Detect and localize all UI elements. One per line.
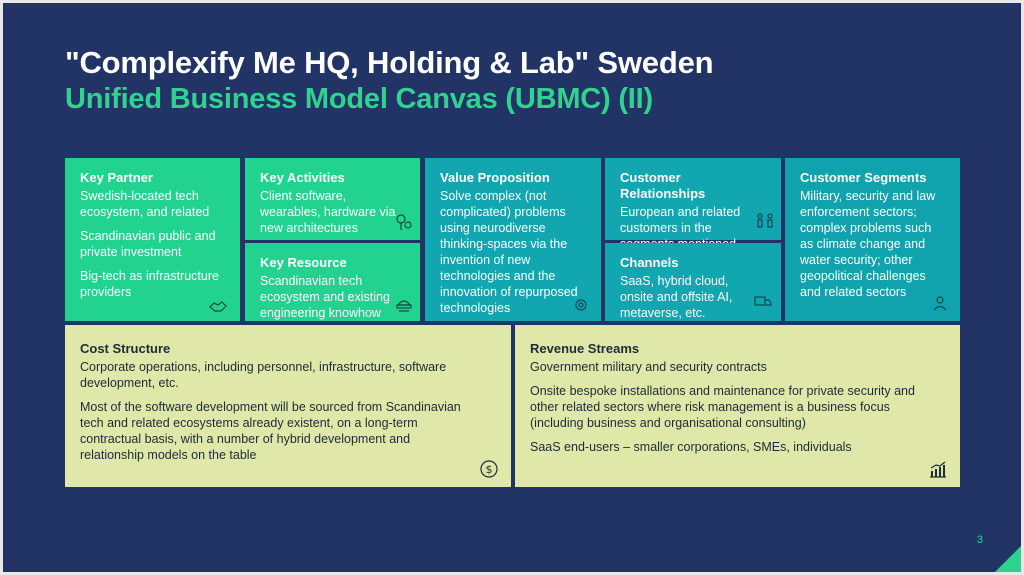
key-resource-heading: Key Resource	[260, 255, 347, 270]
gears-icon	[394, 212, 414, 232]
truck-icon	[753, 291, 773, 311]
value-proposition-text: Solve complex (not complicated) problems using neurodiverse thinking-spaces via the invention of new technologies and the innovation of repurposed technologies	[440, 189, 578, 315]
key-partner-heading: Key Partner	[80, 170, 153, 185]
key-activities-text: Client software, wearables, hardware via new architectures	[260, 189, 396, 235]
value-proposition-box	[425, 158, 601, 321]
corner-accent	[995, 546, 1021, 572]
users-icon	[930, 293, 950, 313]
cost-structure-item: Corporate operations, including personnel, infrastructure, software development, etc.	[80, 360, 447, 390]
channels-heading: Channels	[620, 255, 679, 270]
key-partner-item: Swedish-located tech ecosystem, and related	[80, 189, 210, 219]
customer-segments-heading: Customer Segments	[800, 170, 927, 185]
slide-title: "Complexify Me HQ, Holding & Lab" Sweden	[65, 45, 714, 80]
slide-subtitle: Unified Business Model Canvas (UBMC) (II)	[65, 83, 653, 115]
revenue-streams-item: Onsite bespoke installations and maintenance for private security and other related sectors where risk management is a business focus (including business and organisational consulting)	[530, 384, 915, 430]
cost-structure-box	[65, 325, 511, 487]
key-partner-item: Scandinavian public and private investment	[80, 229, 216, 259]
channels-box	[605, 243, 781, 321]
key-partner-item: Big-tech as infrastructure providers	[80, 269, 219, 299]
page-number: 3	[976, 534, 983, 546]
customer-segments-text: Military, security and law enforcement sectors; complex problems such as climate change and water security; other geopolitical challenges and related sectors	[800, 189, 936, 299]
customer-relationships-heading: Customer Relationships	[620, 170, 706, 201]
cost-structure-item: Most of the software development will be sourced from Scandinavian tech and related ecosystems already existent, on a long-term contractual basis, with a number of hybrid development and relationship models on the table	[80, 400, 461, 462]
dollar-icon	[479, 459, 499, 479]
gear-icon	[571, 295, 591, 315]
revenue-streams-item: SaaS end-users – smaller corporations, SMEs, individuals	[530, 440, 852, 454]
customer-relationships-box	[605, 158, 781, 240]
worker-icon	[394, 295, 414, 315]
revenue-streams-item: Government military and security contracts	[530, 360, 767, 374]
revenue-streams-heading: Revenue Streams	[530, 341, 640, 356]
key-activities-box	[245, 158, 420, 240]
customer-relationships-text: European and related customers in the	[620, 205, 741, 235]
cost-structure-heading: Cost Structure	[80, 341, 171, 356]
growth-chart-icon	[928, 459, 948, 479]
channels-text: SaaS, hybrid cloud, onsite and offsite AI, metaverse, etc.	[620, 274, 733, 320]
slide	[3, 3, 1021, 572]
svg-text:$: $	[485, 463, 493, 476]
key-resource-text: Scandinavian tech ecosystem and existing engineering knowhow	[260, 274, 390, 320]
value-proposition-heading: Value Proposition	[440, 170, 550, 185]
handshake-icon	[208, 295, 228, 315]
revenue-streams-box	[515, 325, 960, 487]
key-resource-box	[245, 243, 420, 321]
customer-segments-box	[785, 158, 960, 321]
key-activities-heading: Key Activities	[260, 170, 345, 185]
relationship-icon	[755, 210, 775, 230]
key-partner-box	[65, 158, 240, 321]
